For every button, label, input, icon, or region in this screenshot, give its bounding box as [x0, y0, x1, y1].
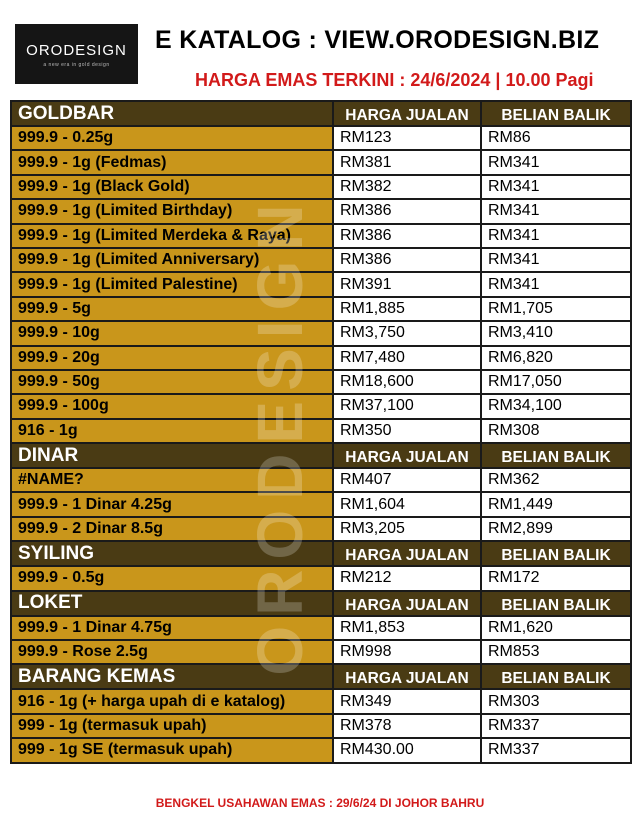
product-name-cell: 999.9 - 10g — [11, 321, 333, 345]
table-row — [11, 126, 631, 150]
logo-text: ORODESIGN — [26, 42, 127, 59]
col-header-harga-jualan: HARGA JUALAN — [333, 101, 481, 126]
col-header-belian-balik: BELIAN BALIK — [481, 101, 631, 126]
table-row — [11, 199, 631, 223]
table-row — [11, 394, 631, 418]
product-name-cell: 999.9 - 2 Dinar 8.5g — [11, 517, 333, 541]
buyback-price-cell: RM1,705 — [481, 297, 631, 321]
product-name-cell: 999.9 - 1 Dinar 4.75g — [11, 616, 333, 640]
product-name-cell: 916 - 1g (+ harga upah di e katalog) — [11, 689, 333, 713]
sell-price-cell: RM998 — [333, 640, 481, 664]
buyback-price-cell: RM341 — [481, 224, 631, 248]
buyback-price-cell: RM341 — [481, 175, 631, 199]
section-title: BARANG KEMAS — [11, 664, 333, 689]
product-name-cell: 999.9 - 1g (Black Gold) — [11, 175, 333, 199]
sell-price-cell: RM349 — [333, 689, 481, 713]
watermark-text: ORODESIGN — [243, 194, 316, 676]
buyback-price-cell: RM17,050 — [481, 370, 631, 394]
sell-price-cell: RM18,600 — [333, 370, 481, 394]
buyback-price-cell: RM3,410 — [481, 321, 631, 345]
buyback-price-cell: RM303 — [481, 689, 631, 713]
buyback-price-cell: RM341 — [481, 248, 631, 272]
table-row — [11, 640, 631, 664]
buyback-price-cell: RM6,820 — [481, 346, 631, 370]
col-header-belian-balik: BELIAN BALIK — [481, 591, 631, 616]
col-header-harga-jualan: HARGA JUALAN — [333, 664, 481, 689]
section-title: DINAR — [11, 443, 333, 468]
col-header-harga-jualan: HARGA JUALAN — [333, 443, 481, 468]
orodesign-logo — [15, 24, 138, 84]
buyback-price-cell: RM172 — [481, 566, 631, 590]
section-header-row — [11, 541, 631, 566]
sell-price-cell: RM1,885 — [333, 297, 481, 321]
product-name-cell: 999.9 - 0.25g — [11, 126, 333, 150]
sell-price-cell: RM378 — [333, 714, 481, 738]
page-title: E KATALOG : VIEW.ORODESIGN.BIZ — [155, 26, 600, 54]
sell-price-cell: RM350 — [333, 419, 481, 443]
sell-price-cell: RM382 — [333, 175, 481, 199]
col-header-belian-balik: BELIAN BALIK — [481, 443, 631, 468]
product-name-cell: #NAME? — [11, 468, 333, 492]
sell-price-cell: RM3,750 — [333, 321, 481, 345]
buyback-price-cell: RM1,449 — [481, 492, 631, 516]
sell-price-cell: RM430.00 — [333, 738, 481, 762]
section-header-row — [11, 101, 631, 126]
product-name-cell: 999.9 - 1g (Limited Palestine) — [11, 272, 333, 296]
product-name-cell: 999.9 - 1g (Limited Birthday) — [11, 199, 333, 223]
product-name-cell: 999.9 - 1g (Limited Merdeka & Raya) — [11, 224, 333, 248]
table-row — [11, 616, 631, 640]
col-header-belian-balik: BELIAN BALIK — [481, 664, 631, 689]
table-row — [11, 714, 631, 738]
table-row — [11, 248, 631, 272]
product-name-cell: 999.9 - 0.5g — [11, 566, 333, 590]
workshop-footer-note: BENGKEL USAHAWAN EMAS : 29/6/24 DI JOHOR BAHRU — [155, 796, 485, 810]
product-name-cell: 999.9 - Rose 2.5g — [11, 640, 333, 664]
buyback-price-cell: RM308 — [481, 419, 631, 443]
col-header-belian-balik: BELIAN BALIK — [481, 541, 631, 566]
buyback-price-cell: RM341 — [481, 272, 631, 296]
buyback-price-cell: RM1,620 — [481, 616, 631, 640]
col-header-harga-jualan: HARGA JUALAN — [333, 591, 481, 616]
sell-price-cell: RM391 — [333, 272, 481, 296]
table-row — [11, 492, 631, 516]
buyback-price-cell: RM341 — [481, 150, 631, 174]
product-name-cell: 999.9 - 1g (Fedmas) — [11, 150, 333, 174]
table-row — [11, 297, 631, 321]
section-header-row — [11, 591, 631, 616]
table-row — [11, 566, 631, 590]
buyback-price-cell: RM86 — [481, 126, 631, 150]
buyback-price-cell: RM34,100 — [481, 394, 631, 418]
table-row — [11, 370, 631, 394]
table-row — [11, 346, 631, 370]
sell-price-cell: RM386 — [333, 199, 481, 223]
section-title: LOKET — [11, 591, 333, 616]
sell-price-cell: RM386 — [333, 224, 481, 248]
sell-price-cell: RM212 — [333, 566, 481, 590]
buyback-price-cell: RM341 — [481, 199, 631, 223]
table-row — [11, 419, 631, 443]
logo-tagline: a new era in gold design — [43, 62, 110, 68]
sell-price-cell: RM37,100 — [333, 394, 481, 418]
price-table — [10, 100, 632, 764]
product-name-cell: 999.9 - 1 Dinar 4.25g — [11, 492, 333, 516]
product-name-cell: 999 - 1g (termasuk upah) — [11, 714, 333, 738]
buyback-price-cell: RM362 — [481, 468, 631, 492]
page-header — [0, 0, 640, 100]
buyback-price-cell: RM853 — [481, 640, 631, 664]
table-row — [11, 272, 631, 296]
buyback-price-cell: RM337 — [481, 738, 631, 762]
table-row — [11, 224, 631, 248]
section-header-row — [11, 443, 631, 468]
sell-price-cell: RM1,853 — [333, 616, 481, 640]
sell-price-cell: RM3,205 — [333, 517, 481, 541]
buyback-price-cell: RM337 — [481, 714, 631, 738]
section-title: GOLDBAR — [11, 101, 333, 126]
sell-price-cell: RM386 — [333, 248, 481, 272]
table-row — [11, 738, 631, 762]
buyback-price-cell: RM2,899 — [481, 517, 631, 541]
table-row — [11, 468, 631, 492]
table-row — [11, 517, 631, 541]
price-date-subtitle: HARGA EMAS TERKINI : 24/6/2024 | 10.00 Pagi — [195, 70, 594, 90]
sell-price-cell: RM123 — [333, 126, 481, 150]
section-header-row — [11, 664, 631, 689]
sell-price-cell: RM1,604 — [333, 492, 481, 516]
table-row — [11, 150, 631, 174]
sell-price-cell: RM381 — [333, 150, 481, 174]
col-header-harga-jualan: HARGA JUALAN — [333, 541, 481, 566]
product-name-cell: 999.9 - 5g — [11, 297, 333, 321]
sell-price-cell: RM7,480 — [333, 346, 481, 370]
product-name-cell: 999.9 - 20g — [11, 346, 333, 370]
table-row — [11, 689, 631, 713]
section-title: SYILING — [11, 541, 333, 566]
product-name-cell: 916 - 1g — [11, 419, 333, 443]
product-name-cell: 999.9 - 100g — [11, 394, 333, 418]
table-row — [11, 321, 631, 345]
product-name-cell: 999 - 1g SE (termasuk upah) — [11, 738, 333, 762]
sell-price-cell: RM407 — [333, 468, 481, 492]
product-name-cell: 999.9 - 50g — [11, 370, 333, 394]
product-name-cell: 999.9 - 1g (Limited Anniversary) — [11, 248, 333, 272]
table-row — [11, 175, 631, 199]
